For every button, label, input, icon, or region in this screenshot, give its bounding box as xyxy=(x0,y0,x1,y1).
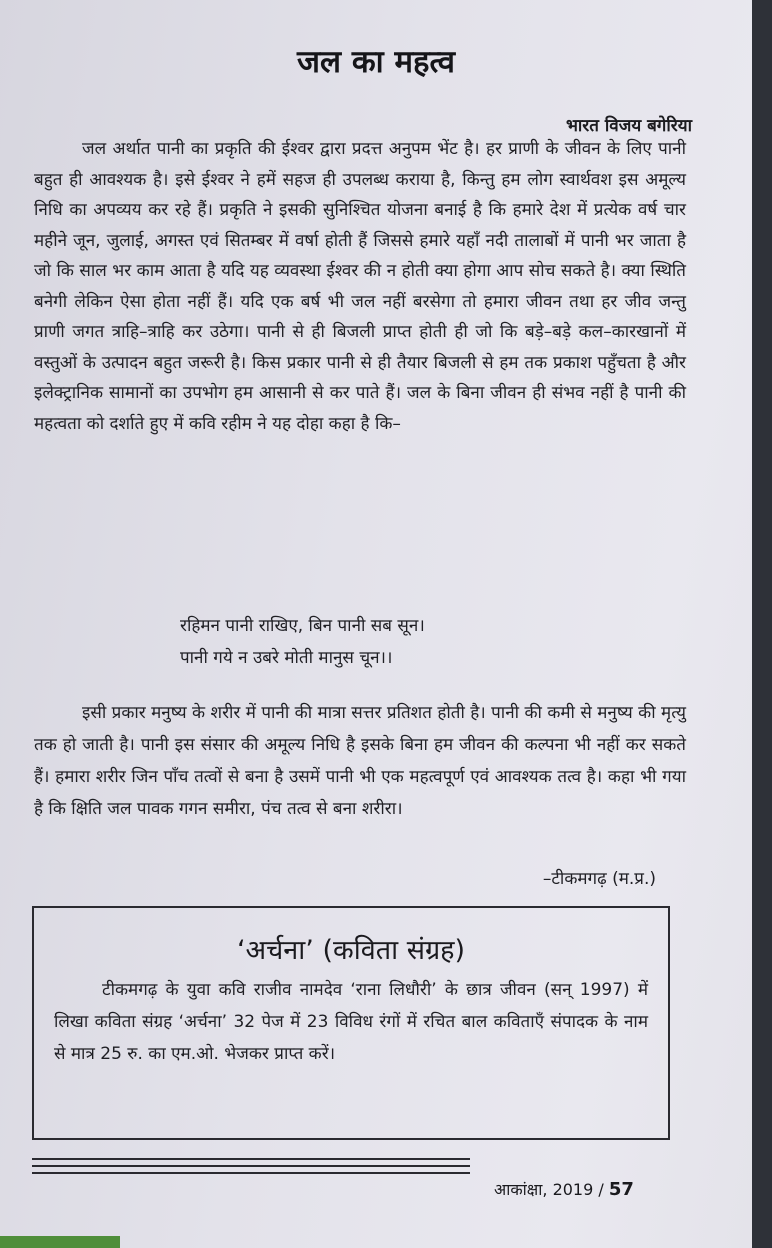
page-number: 57 xyxy=(608,1179,634,1200)
notice-box xyxy=(32,906,670,1140)
article-place: –टीकमगढ़ (म.प्र.) xyxy=(542,869,656,889)
rule-line xyxy=(32,1165,470,1167)
article-author: भारत विजय बगेरिया xyxy=(565,116,692,136)
article-body-2 xyxy=(34,680,686,842)
couplet xyxy=(180,610,425,674)
green-cover-edge xyxy=(0,1236,120,1248)
footer-rules xyxy=(32,1158,470,1179)
article-body xyxy=(34,134,686,439)
notice-title: ‘अर्चना’ (कविता संग्रह) xyxy=(236,935,466,966)
couplet-line-2: पानी गये न उबरे मोती मानुस चून।। xyxy=(180,648,393,668)
article-title: जल का महत्व xyxy=(297,44,455,80)
couplet-line-1: रहिमन पानी राखिए, बिन पानी सब सून। xyxy=(180,616,425,636)
paragraph-2: इसी प्रकार मनुष्य के शरीर में पानी की मात्रा सत्तर प्रतिशत होती है। पानी की कमी से मनुष्य की मृत्यु तक हो जाती है। पानी इस संसार की अमूल्य निधि है इसके बिना हम जीवन की कल्पना भी नहीं कर सकते हैं। हमारा शरीर जिन पाँच तत्वों से बना है उसमें पानी भी एक महत्वपूर्ण एवं आवश्यक तत्व है। कहा भी गया है कि क्षिति जल पावक गगन समीरा, पंच तत्व से बना शरीरा। xyxy=(34,703,686,819)
paragraph-1: जल अर्थात पानी का प्रकृति की ईश्वर द्वारा प्रदत्त अनुपम भेंट है। हर प्राणी के जीवन के लिए पानी बहुत ही आवश्यक है। इसे ईश्वर ने हमें सहज ही उपलब्ध कराया है, किन्तु हम लोग स्वार्थवश इस अमूल्य निधि का अपव्यय कर रहे हैं। प्रकृति ने इसकी सुनिश्चित योजना बनाई है कि हमारे देश में प्रत्येक वर्ष चार महीने जून, जुलाई, अगस्त एवं सितम्बर में वर्षा होती हैं जिससे हमारे यहाँ नदी तालाबों में पानी भर जाता है जो कि साल भर काम आता है यदि यह व्यवस्था ईश्वर की न होती क्या होगा आप सोच सकते है। क्या स्थिति बनेगी लेकिन ऐसा होता नहीं हैं। यदि एक बर्ष भी जल नहीं बरसेगा तो हमारा जीवन तथा हर जीव जन्तु प्राणी जगत त्राहि–त्राहि कर उठेगा। पानी से ही बिजली प्राप्त होती ही जो कि बड़े–बड़े कल–कारखानों में वस्तुओं के उत्पादन बहुत जरूरी है। किस प्रकार पानी से ही तैयार बिजली से हम तक प्रकाश पहुँचता है और इलेक्ट्रानिक सामानों का उपभोग हम आसानी से कर पाते हैं। जल के बिना जीवन ही संभव नहीं है पानी की महत्वता को दर्शाते हुए में कवि रहीम ने यह दोहा कहा है कि– xyxy=(34,139,686,434)
magazine-name: आकांक्षा, 2019 / xyxy=(494,1180,604,1199)
rule-line xyxy=(32,1158,470,1160)
rule-line xyxy=(32,1172,470,1174)
page-footer xyxy=(494,1178,634,1200)
notice-text: टीकमगढ़ के युवा कवि राजीव नामदेव ‘राना लिधौरी’ के छात्र जीवन (सन् 1997) में लिखा कविता संग्रह ‘अर्चना’ 32 पेज में 23 विविध रंगों में रचित बाल कविताएँ संपादक के नाम से मात्र 25 रु. का एम.ओ. भेजकर प्राप्त करें। xyxy=(54,980,648,1064)
